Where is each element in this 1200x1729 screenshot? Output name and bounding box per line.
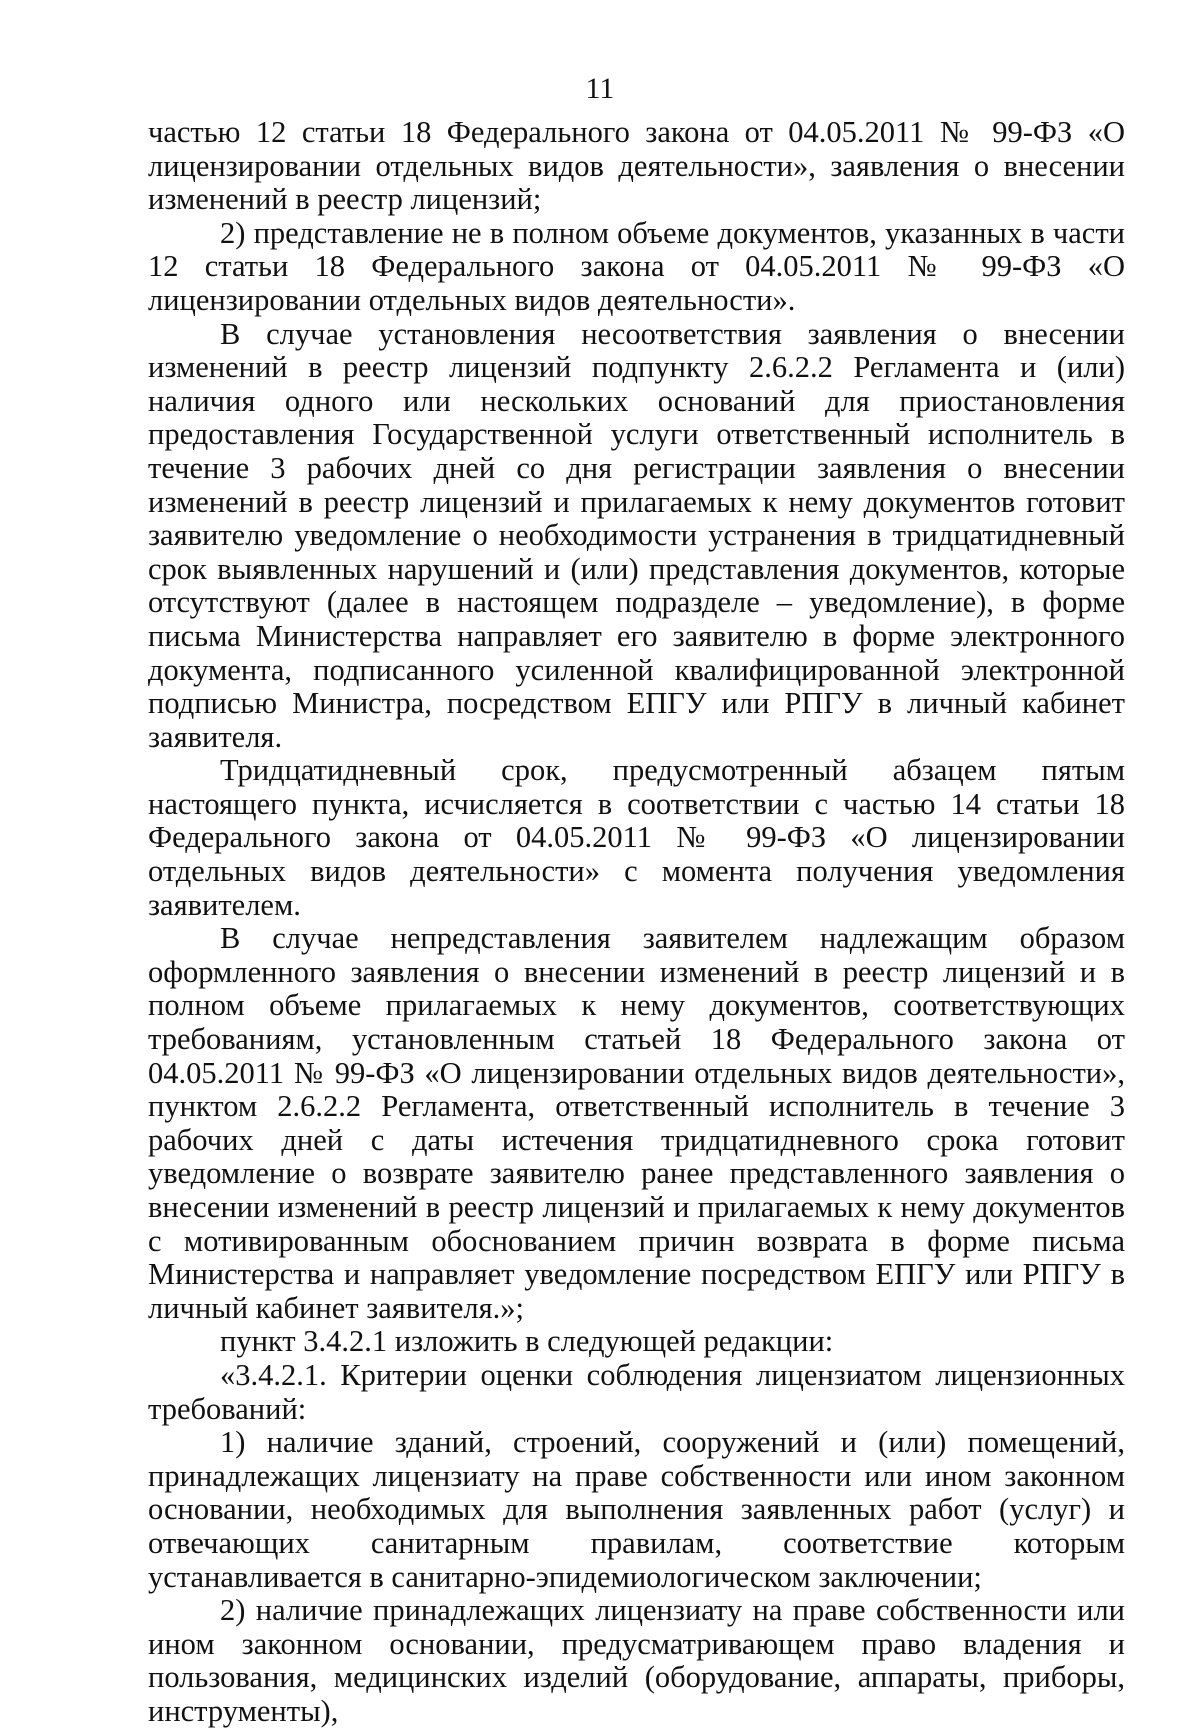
paragraph: «3.4.2.1. Критерии оценки соблюдения лицензиатом лицензионных требований: (148, 1357, 1125, 1426)
paragraph: Тридцатидневный срок, предусмотренный абзацем пятым настоящего пункта, исчисляется в соответствии с частью 14 статьи 18 Федерального закона от 04.05.2011 № 99-ФЗ «О лицензировании отдельных видов деятельности» с момента получения уведомления заявителем. (148, 753, 1125, 922)
paragraph: пункт 3.4.2.1 изложить в следующей редакции: (220, 1324, 834, 1359)
paragraph: 1) наличие зданий, строений, сооружений и (или) помещений, принадлежащих лицензиату на праве собственности или ином законном основании, необходимых для выполнения заявленных работ (услуг) и отвечающих санитарным правилам, соответствие которым устанавливается в санитарно-эпидемиологическом заключении; (148, 1425, 1125, 1594)
paragraph: 2) наличие принадлежащих лицензиату на праве собственности или ином законном основании, предусматривающем право владения и пользования, медицинских изделий (оборудование, аппараты, приборы, инструменты), (148, 1593, 1125, 1728)
page-number: 11 (585, 72, 615, 105)
paragraph: В случае непредставления заявителем надлежащим образом оформленного заявления о внесении изменений в реестр лицензий и в полном объеме прилагаемых к нему документов, соответствующих требованиям, установленным статьей 18 Федерального закона от 04.05.2011 № 99-ФЗ «О лицензировании отдельных видов деятельности», пунктом 2.6.2.2 Регламента, ответственный исполнитель в течение 3 рабочих дней с даты истечения тридцатидневного срока готовит уведомление о возврате заявителю ранее представленного заявления о внесении изменений в реестр лицензий и прилагаемых к нему документов с мотивированным обоснованием причин возврата в форме письма Министерства и направляет уведомление посредством ЕПГУ или РПГУ в личный кабинет заявителя.»; (148, 921, 1125, 1325)
paragraph: В случае установления несоответствия заявления о внесении изменений в реестр лицензий подпункту 2.6.2.2 Регламента и (или) наличия одного или нескольких оснований для приостановления предоставления Государственной услуги ответственный исполнитель в течение 3 рабочих дней со дня регистрации заявления о внесении изменений в реестр лицензий и прилагаемых к нему документов готовит заявителю уведомление о необходимости устранения в тридцатидневный срок выявленных нарушений и (или) представления документов, которые отсутствуют (далее в настоящем подразделе – уведомление), в форме письма Министерства направляет его заявителю в форме электронного документа, подписанного усиленной квалифицированной электронной подписью Министра, посредством ЕПГУ или РПГУ в личный кабинет заявителя. (148, 316, 1125, 754)
document-body (148, 116, 1125, 1729)
paragraph: 2) представление не в полном объеме документов, указанных в части 12 статьи 18 Федерального закона от 04.05.2011 № 99-ФЗ «О лицензировании отдельных видов деятельности». (148, 215, 1125, 317)
paragraph: частью 12 статьи 18 Федерального закона от 04.05.2011 № 99-ФЗ «О лицензировании отдельных видов деятельности», заявления о внесении изменений в реестр лицензий; (148, 115, 1125, 217)
